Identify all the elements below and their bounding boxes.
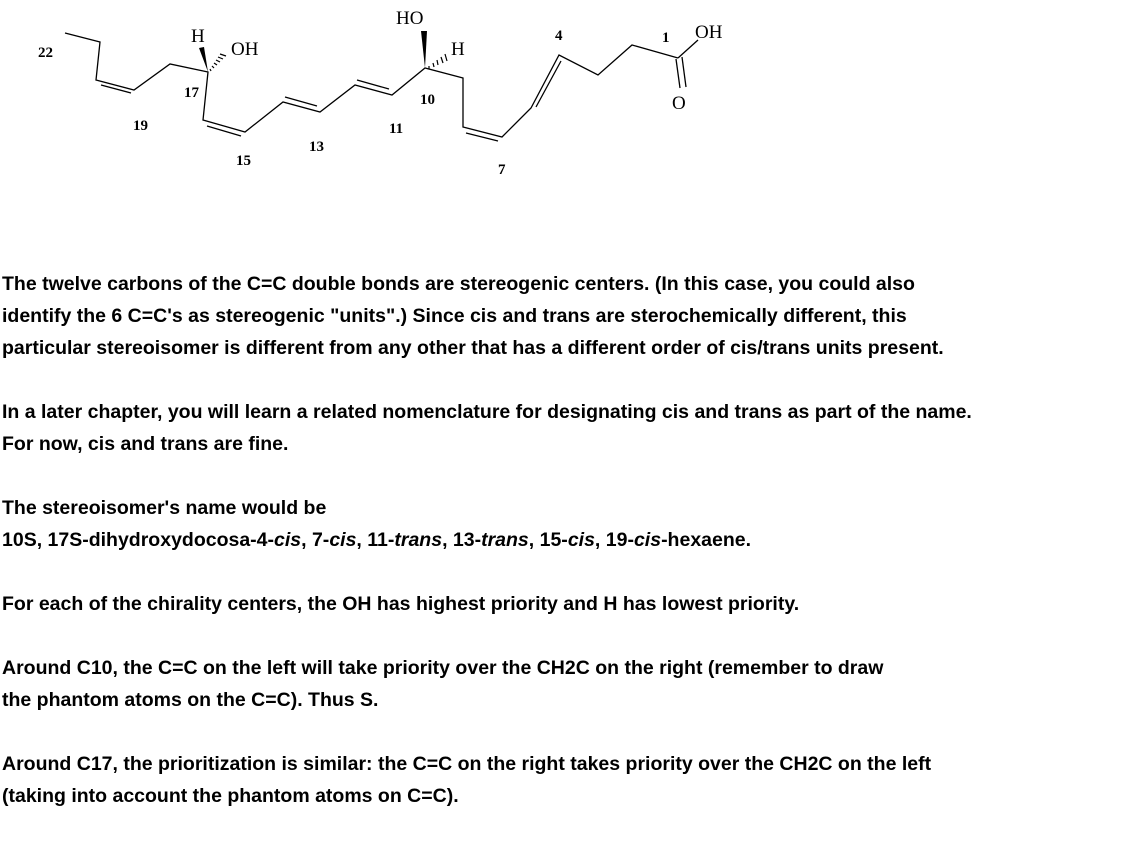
- carbon-number-4: 4: [555, 28, 563, 44]
- p2-line1: In a later chapter, you will learn a related nomenclature for designating cis and trans as part of the name.: [2, 401, 972, 423]
- c10-wedge-bond: [421, 31, 427, 68]
- c17-oh-label: OH: [231, 39, 259, 60]
- carbon-number-11: 11: [389, 121, 404, 137]
- p2-line2: For now, cis and trans are fine.: [2, 433, 289, 455]
- p5-line1: Around C10, the C=C on the left will take priority over the CH2C on the right (remember to draw: [2, 657, 884, 679]
- p1-line2: identify the 6 C=C's as stereogenic "units".) Since cis and trans are sterochemically different, this: [2, 305, 907, 327]
- p1-line1: The twelve carbons of the C=C double bonds are stereogenic centers. (In this case, you could also: [2, 273, 915, 295]
- carbon-number-19: 19: [133, 118, 148, 134]
- carbon-number-7: 7: [498, 162, 506, 178]
- p3-line1: The stereoisomer's name would be: [2, 497, 327, 519]
- carbon-number-13: 13: [309, 139, 324, 155]
- p1-line3: particular stereoisomer is different from any other that has a different order of cis/trans units present.: [2, 337, 944, 359]
- acid-o-label: O: [672, 93, 686, 114]
- molecule-structure: [0, 0, 1138, 200]
- stereoisomer-name: 10S, 17S-dihydroxydocosa-4-cis, 7-cis, 11-trans, 13-trans, 15-cis, 19-cis-hexaene.: [2, 529, 752, 551]
- carbon-number-1: 1: [662, 30, 670, 46]
- double-bond-4: [536, 61, 561, 107]
- c17-wedge-bond: [199, 47, 208, 72]
- carbon-chain: [65, 33, 698, 141]
- p6-line1: Around C17, the prioritization is similar: the C=C on the right takes priority over the CH2C on the left: [2, 753, 932, 775]
- double-bond-11: [357, 80, 389, 89]
- p5-line2: the phantom atoms on the C=C). Thus S.: [2, 689, 379, 711]
- c17-stereo-bonds: [199, 47, 226, 72]
- carbon-number-10: 10: [420, 92, 435, 108]
- double-bond-15: [207, 126, 241, 136]
- c10-h-label: H: [451, 39, 465, 60]
- acid-c-o-bond-2: [682, 57, 686, 87]
- c10-stereo-bonds: [421, 31, 447, 69]
- chain-bonds: [65, 33, 678, 137]
- p4-line1: For each of the chirality centers, the OH has highest priority and H has lowest priority.: [2, 593, 800, 615]
- c10-ho-label: HO: [396, 8, 424, 29]
- double-bond-13: [285, 97, 317, 106]
- p6-line2: (taking into account the phantom atoms on C=C).: [2, 785, 459, 807]
- double-bond-19: [101, 85, 131, 93]
- carbon-number-17: 17: [184, 85, 199, 101]
- explanation-text: [2, 268, 1138, 812]
- acid-oh-label: OH: [695, 22, 723, 43]
- acid-c-o-bond: [676, 59, 680, 88]
- carbon-number-22: 22: [38, 45, 53, 61]
- carbon-number-15: 15: [236, 153, 251, 169]
- c10-hash-bond: [429, 54, 447, 69]
- c17-h-label: H: [191, 26, 205, 47]
- c17-hash-bond: [210, 54, 226, 71]
